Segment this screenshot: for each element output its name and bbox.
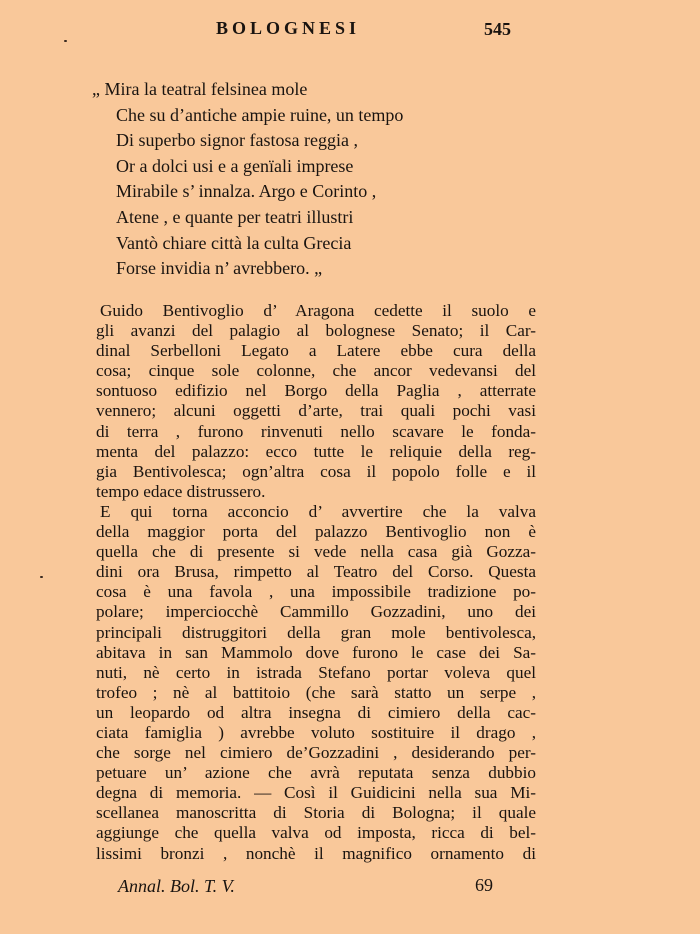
text-line: degna di memoria. — Così il Guidicini nella sua Mi-: [96, 783, 536, 803]
text-line: Guido Bentivoglio d’ Aragona cedette il suolo e: [100, 301, 536, 320]
text-line: petuare un’ azione che avrà reputata senza dubbio: [96, 763, 536, 783]
ink-speck: [40, 576, 43, 578]
text-line: aggiunge che quella valva od imposta, ricca di bel-: [96, 823, 536, 843]
text-line: trofeo ; nè al battitoio (che sarà statto un serpe ,: [96, 682, 536, 702]
poem-line: Or a dolci usi e a genïali imprese: [116, 155, 354, 176]
poem-line: Atene , e quante per teatri illustri: [116, 206, 354, 227]
poem-line: Vantò chiare città la culta Grecia: [116, 232, 352, 253]
text-line: quella che di presente si vede nella casa già Gozza-: [96, 542, 536, 562]
text-line: menta del palazzo: ecco tutte le reliquie della reg-: [96, 441, 536, 461]
text-line: polare; imperciocchè Cammillo Gozzadini, uno dei: [96, 602, 536, 622]
text-line: E qui torna acconcio d’ avvertire che la valva: [100, 501, 536, 521]
ink-speck: [64, 40, 67, 42]
text-line: sontuoso edifizio nel Borgo della Paglia , atterrate: [96, 381, 536, 401]
text-line: gia Bentivolesca; ogn’altra cosa il popolo folle e il: [96, 461, 536, 481]
poem-line: „ Mira la teatral felsinea mole: [92, 79, 308, 99]
text-line: cosa è una favola , una impossibile tradizione po-: [96, 582, 536, 602]
text-line: cosa; cinque sole colonne, che ancor vedevansi del: [96, 361, 536, 381]
signature-mark: Annal. Bol. T. V.: [118, 876, 235, 896]
body-text: [96, 301, 536, 864]
text-line: della maggior porta del palazzo Bentivoglio non è: [96, 522, 536, 542]
text-line: ciata famiglia ) avrebbe voluto sostituire il drago ,: [96, 722, 536, 742]
poem-line: Forse invidia n’ avrebbero. „: [116, 258, 323, 279]
text-line: lissimi bronzi , nonchè il magnifico ornamento di: [96, 843, 536, 863]
text-line: scellanea manoscritta di Storia di Bologna; il quale: [96, 803, 536, 823]
text-line: nuti, nè certo in istrada Stefano portar voleva quel: [96, 662, 536, 682]
text-line: tempo edace distrussero.: [96, 481, 266, 501]
sheet-number: 69: [475, 875, 493, 895]
poem-line: Che su d’antiche ampie ruine, un tempo: [116, 104, 404, 125]
poem-line: Di superbo signor fastosa reggia ,: [116, 130, 358, 151]
text-line: principali distruggitori della gran mole bentivolesca,: [96, 622, 536, 642]
running-header-title: BOLOGNESI: [216, 18, 361, 38]
text-line: abitava in san Mammolo dove furono le case dei Sa-: [96, 642, 536, 662]
poem-quotation: [92, 77, 403, 282]
text-line: che sorge nel cimiero de’Gozzadini , desiderando per-: [96, 743, 536, 763]
text-line: di terra , furono rinvenuti nello scavare le fonda-: [96, 421, 536, 441]
text-line: dinal Serbelloni Legato a Latere ebbe cura della: [96, 341, 536, 361]
text-line: gli avanzi del palagio al bolognese Senato; il Car-: [96, 321, 536, 341]
text-line: un leopardo od altra insegna di cimiero della cac-: [96, 702, 536, 722]
text-line: dini ora Brusa, rimpetto al Teatro del Corso. Questa: [96, 562, 536, 582]
text-line: vennero; alcuni oggetti d’arte, trai quali pochi vasi: [96, 401, 536, 421]
page-number: 545: [484, 19, 511, 39]
poem-line: Mirabile s’ innalza. Argo e Corinto ,: [116, 181, 377, 202]
